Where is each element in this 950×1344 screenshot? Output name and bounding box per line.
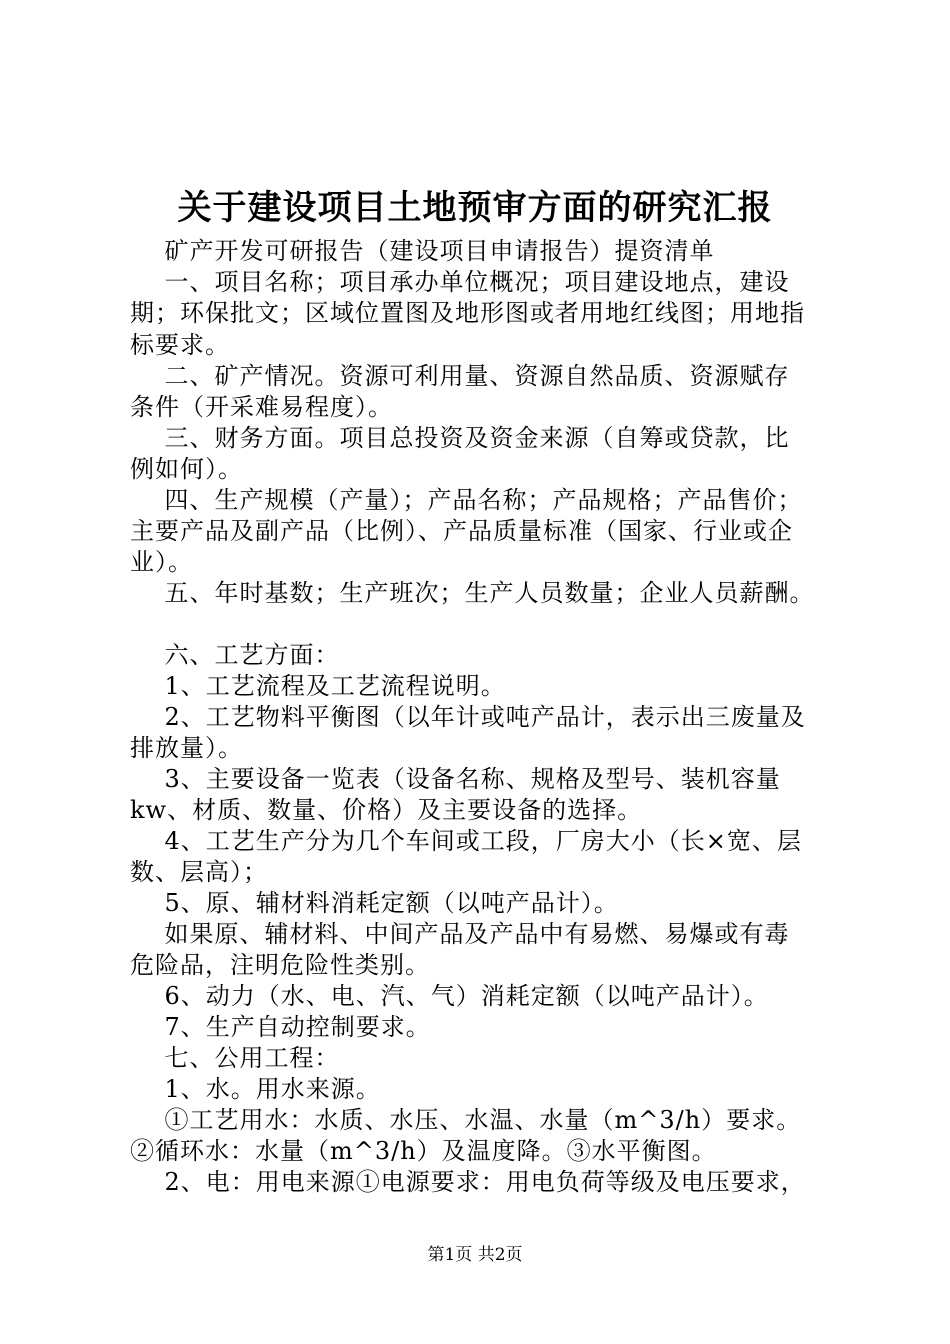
body-line: 例如何）。	[130, 455, 243, 483]
body-line: 业）。	[130, 548, 193, 576]
body-line: 条件（开采难易程度）。	[130, 393, 393, 421]
page-number: 第1页 共2页	[427, 1245, 523, 1265]
body-line: 2、工艺物料平衡图（以年计或吨产品计，表示出三废量及	[130, 703, 806, 731]
body-line: 排放量）。	[130, 734, 243, 762]
body-line: 五、年时基数；生产班次；生产人员数量；企业人员薪酬。	[130, 579, 815, 607]
body-line: 如果原、辅材料、中间产品及产品中有易燃、易爆或有毒	[130, 920, 790, 948]
body-line: 7、生产自动控制要求。	[130, 1013, 431, 1041]
body-line: ②循环水：水量（m^3/h）及温度降。③水平衡图。	[130, 1137, 717, 1165]
body-line: 4、工艺生产分为几个车间或工段，厂房大小（长×宽、层	[130, 827, 802, 855]
document-title: 关于建设项目土地预审方面的研究汇报	[177, 188, 773, 228]
body-line: 3、主要设备一览表（设备名称、规格及型号、装机容量	[130, 765, 781, 793]
body-line: 二、矿产情况。资源可利用量、资源自然品质、资源赋存	[130, 362, 790, 390]
body-line: 2、电：用电来源①电源要求：用电负荷等级及电压要求，	[130, 1168, 806, 1196]
body-line: 主要产品及副产品（比例）、产品质量标准（国家、行业或企	[130, 517, 793, 545]
body-line: 5、原、辅材料消耗定额（以吨产品计）。	[130, 889, 619, 917]
body-line: 期；环保批文；区域位置图及地形图或者用地红线图；用地指	[130, 299, 805, 327]
body-line: 三、财务方面。项目总投资及资金来源（自筹或贷款，比	[130, 424, 790, 452]
body-line: kw、材质、数量、价格）及主要设备的选择。	[130, 796, 643, 824]
body-line: 一、项目名称；项目承办单位概况；项目建设地点，建设	[130, 268, 790, 296]
body-line: 数、层高）；	[130, 858, 268, 886]
body-line: ①工艺用水：水质、水压、水温、水量（m^3/h）要求。	[130, 1106, 802, 1134]
body-line: 1、水。用水来源。	[130, 1075, 381, 1103]
body-line: 标要求。	[130, 331, 230, 359]
body-line: 6、动力（水、电、汽、气）消耗定额（以吨产品计）。	[130, 982, 769, 1010]
body-line: 1、工艺流程及工艺流程说明。	[130, 672, 506, 700]
body-line: 七、公用工程：	[130, 1044, 340, 1072]
body-line: 矿产开发可研报告（建设项目申请报告）提资清单	[130, 237, 715, 265]
body-line: 危险品，注明危险性类别。	[130, 951, 430, 979]
body-line: 四、生产规模（产量）；产品名称；产品规格；产品售价；	[130, 486, 803, 514]
body-line: 六、工艺方面：	[130, 641, 340, 669]
